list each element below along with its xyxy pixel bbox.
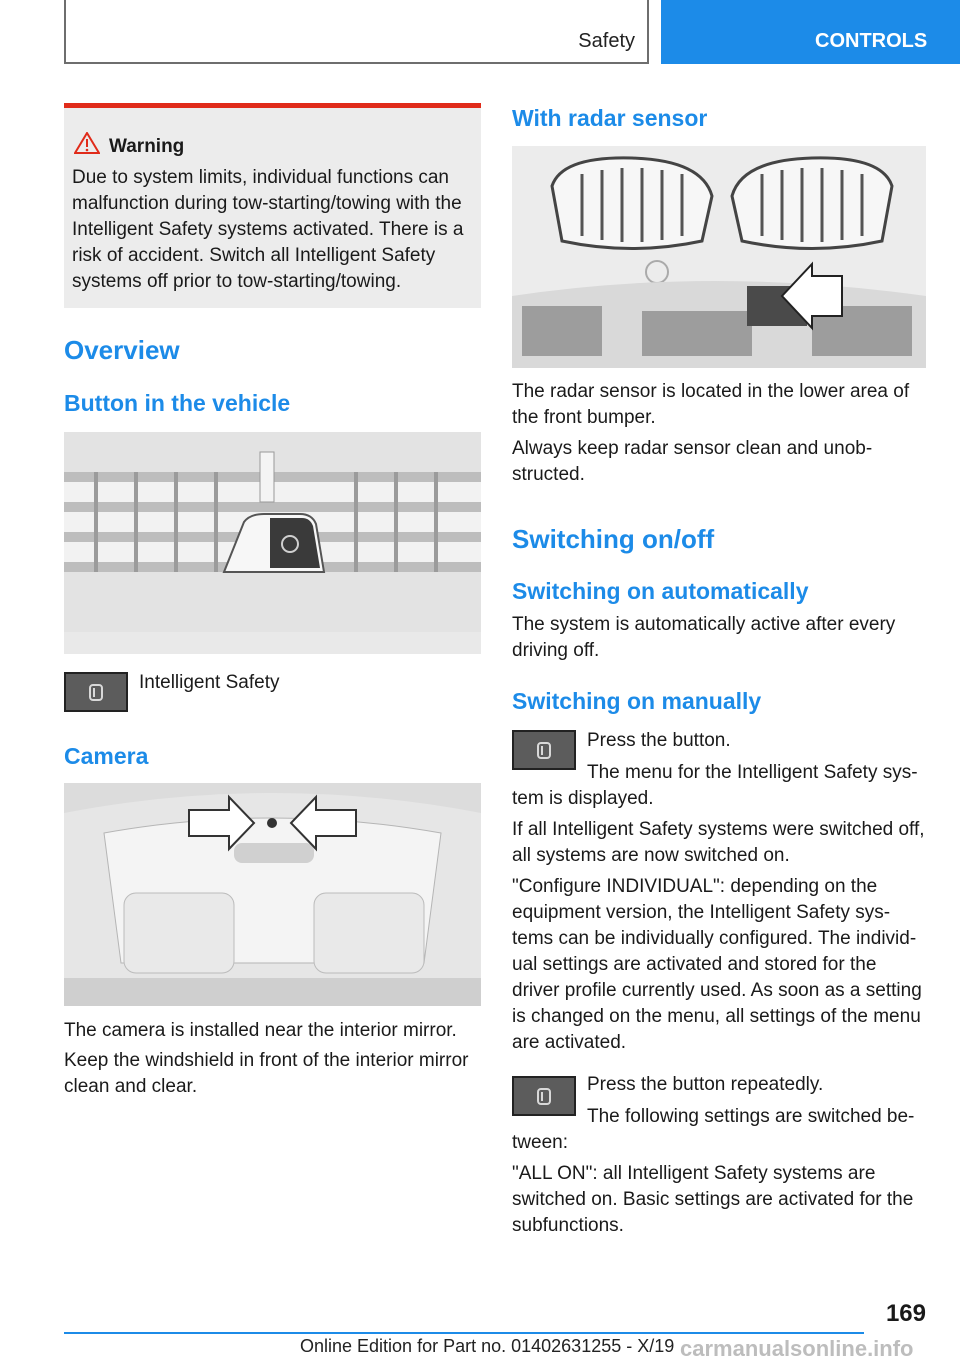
camera-figure [64, 783, 481, 1006]
footer-edition: Online Edition for Part no. 01402631255 - X/19 [300, 1336, 675, 1356]
intelligent-safety-caption: Intelligent Safety [139, 672, 280, 693]
repeat-step-2: The following settings are switched be‐tween: [512, 1106, 915, 1153]
warning-title: Warning [109, 136, 185, 157]
camera-heading: Camera [64, 743, 149, 769]
radar-sensor-heading: With radar sensor [512, 105, 708, 131]
page-number: 169 [885, 1300, 926, 1327]
camera-paragraph-1: The camera is installed near the interior mirror. [64, 1020, 457, 1041]
switching-heading: Switching on/off [512, 524, 715, 554]
header-chapter-title: CONTROLS [815, 30, 928, 52]
switching-auto-paragraph: The system is automatically active after every driving off. [512, 614, 896, 661]
radar-sensor-figure [512, 146, 926, 368]
overview-heading: Overview [64, 335, 180, 365]
watermark: carmanualsonline.info [680, 1336, 914, 1361]
manual-step-1: Press the button. [587, 730, 731, 751]
manual-paragraph-all-off: If all Intelligent Safety systems were switched off, all systems are now switched on. [512, 819, 925, 866]
header-section-box [64, 0, 649, 64]
warning-text: Due to system limits, individual functions can malfunction during tow-starting/towing with the Intelligent Safety systems activated. There is a risk of accident. Switch all Intelligent Safety systems off prior to tow-starting/towing. [72, 167, 464, 292]
button-in-vehicle-heading: Button in the vehicle [64, 390, 291, 416]
camera-paragraph-2: Keep the windshield in front of the interior mirror clean and clear. [64, 1050, 469, 1097]
button-in-vehicle-figure [64, 432, 481, 654]
radar-paragraph-2: Always keep radar sensor clean and unob‐structed. [512, 438, 873, 485]
footer-divider [64, 1332, 864, 1334]
repeat-paragraph-all-on: "ALL ON": all Intelligent Safety systems are switched on. Basic settings are activated for the subfunctions. [512, 1163, 914, 1236]
switching-auto-heading: Switching on automatically [512, 578, 809, 604]
intelligent-safety-button-icon [64, 672, 128, 712]
header-chapter-tab [661, 0, 960, 64]
radar-paragraph-1: The radar sensor is located in the lower area of the front bumper. [512, 381, 910, 428]
warning-triangle-icon [74, 132, 100, 154]
manual-paragraph-configure: "Configure INDIVIDUAL": depending on the equipment version, the Intelligent Safety sys‐tems can be individually configured. The individ‐ual settings are activated and stored for the driver profile currently used. As soon as a setting is changed on the menu, all settings of the menu are activated. [512, 876, 922, 1053]
repeat-step-1: Press the button repeatedly. [587, 1074, 824, 1095]
header-section-title: Safety [578, 30, 635, 52]
warning-box [64, 103, 481, 308]
switching-manual-heading: Switching on manually [512, 688, 762, 714]
manual-step-2: The menu for the Intelligent Safety sys‐tem is displayed. [512, 762, 918, 809]
